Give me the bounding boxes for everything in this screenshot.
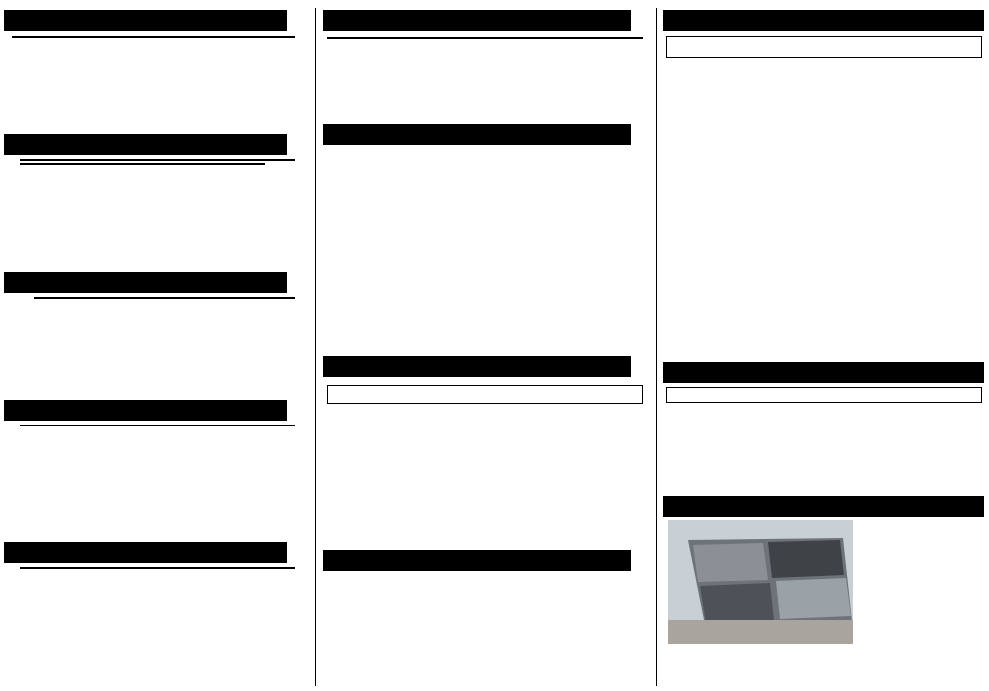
sleepers-section: [4, 10, 305, 38]
column-divider: [315, 8, 316, 686]
concrete-section: [663, 10, 984, 58]
section-title: [323, 124, 631, 145]
section-title: [323, 356, 631, 377]
column-divider: [656, 8, 657, 686]
stone-display-photo: [668, 520, 853, 644]
section-title: [4, 134, 287, 155]
palings-section: [4, 272, 305, 299]
fencing-section: [4, 400, 305, 436]
section-title: [663, 362, 984, 383]
cement-section: [323, 10, 649, 39]
section-title: [4, 272, 287, 293]
section-title: [663, 10, 984, 31]
natural-stone-section: [663, 496, 984, 517]
fertilisers-section: [323, 356, 649, 404]
section-title: [663, 496, 984, 517]
section-title: [4, 542, 287, 563]
turf-section: [323, 550, 649, 599]
stone-pavers-image: [668, 520, 853, 644]
landscaping-section: [323, 124, 649, 164]
section-title: [323, 550, 631, 571]
sandstone-section: [663, 362, 984, 403]
section-title: [323, 10, 631, 31]
gravels-section: [4, 542, 305, 575]
logs-section: [4, 134, 305, 165]
section-title: [4, 10, 287, 31]
section-title: [4, 400, 287, 421]
